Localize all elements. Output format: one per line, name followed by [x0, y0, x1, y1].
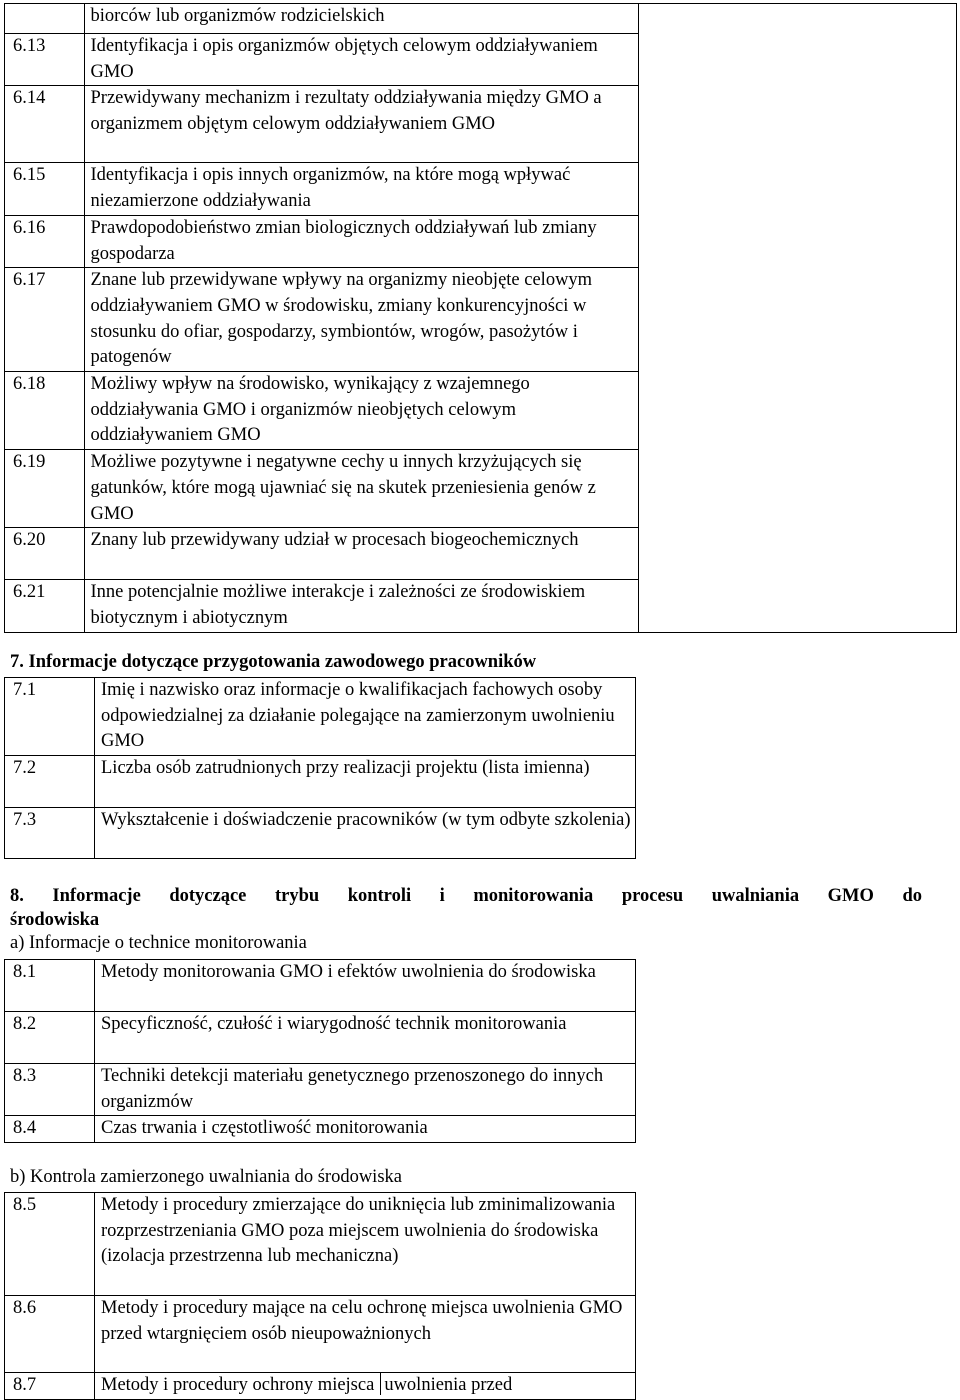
table-row [5, 1193, 636, 1296]
row-number: 8.1 [5, 960, 95, 1012]
row-number: 8.7 [5, 1373, 95, 1400]
section-8-heading-line2: środowiska [10, 910, 100, 930]
row-text: Prawdopodobieństwo zmian biologicznych oddziaływań lub zmiany gospodarza [84, 215, 638, 267]
section-8-heading-line1: 8. Informacje dotyczące trybu kontroli i monitorowania procesu uwalniania GMO do [10, 886, 922, 906]
row-number: 7.1 [5, 678, 95, 756]
row-number: 6.14 [5, 86, 85, 163]
table-row [5, 1296, 636, 1373]
row-number: 8.5 [5, 1193, 95, 1296]
row-number: 7.2 [5, 756, 95, 808]
section-8-heading [10, 884, 922, 932]
table-row [5, 1012, 636, 1064]
row-text: Techniki detekcji materiału genetycznego przenoszonego do innych organizmów [95, 1064, 636, 1116]
table-row [5, 960, 636, 1012]
row-text-part-b: uwolnienia przed [384, 1375, 513, 1395]
subsection-b-title: b) Kontrola zamierzonego uwalniania do środowiska [10, 1167, 402, 1187]
row-number: 6.15 [5, 163, 85, 215]
row-text: Znane lub przewidywane wpływy na organizmy nieobjęte celowym oddziaływaniem GMO w środowisku, zmiany konkurencyjności w stosunku do ofiar, gospodarzy, symbiontów, wrogów, pasożytów i patogenów [84, 268, 638, 372]
row-text: Przewidywany mechanizm i rezultaty oddziaływania między GMO a organizmem objętym celowym oddziaływaniem GMO [84, 86, 638, 163]
cell-divider [380, 1373, 381, 1395]
row-text: Metody i procedury mające na celu ochronę miejsca uwolnienia GMO przed wtargnięciem osób nieupoważnionych [95, 1296, 636, 1373]
row-text: Imię i nazwisko oraz informacje o kwalifikacjach fachowych osoby odpowiedzialnej za działanie polegające na zamierzonym uwolnieniu GMO [95, 678, 636, 756]
table-row [5, 678, 636, 756]
row-number: 6.17 [5, 268, 85, 372]
table-row [5, 808, 636, 859]
row-text: Metody monitorowania GMO i efektów uwolnienia do środowiska [95, 960, 636, 1012]
row-number: 6.19 [5, 450, 85, 528]
row-text: Znany lub przewidywany udział w procesach biogeochemicznych [84, 528, 638, 580]
section-7-heading: 7. Informacje dotyczące przygotowania zawodowego pracowników [10, 652, 537, 672]
section-8b-table [4, 1192, 636, 1400]
table-row [5, 756, 636, 808]
subsection-a-title: a) Informacje o technice monitorowania [10, 933, 307, 953]
row-number: 8.3 [5, 1064, 95, 1116]
table-row [5, 4, 957, 34]
row-number: 6.20 [5, 528, 85, 580]
row-number [5, 4, 85, 34]
row-text: Możliwe pozytywne i negatywne cechy u innych krzyżujących się gatunków, które mogą ujawniać się na skutek przeniesienia genów z GMO [84, 450, 638, 528]
row-number: 7.3 [5, 808, 95, 859]
row-number: 6.13 [5, 34, 85, 86]
row-text-part-a: Metody i procedury ochrony miejsca [101, 1375, 375, 1395]
section-6-table [4, 3, 957, 633]
row-text: Czas trwania i częstotliwość monitorowania [95, 1116, 636, 1143]
row-text: Możliwy wpływ na środowisko, wynikający z wzajemnego oddziaływania GMO i organizmów nieobjętych celowym oddziaływaniem GMO [84, 372, 638, 450]
row-number: 8.6 [5, 1296, 95, 1373]
answer-cell[interactable] [638, 4, 956, 633]
section-8a-table [4, 959, 636, 1143]
row-text: Inne potencjalnie możliwe interakcje i zależności ze środowiskiem biotycznym i abiotycznym [84, 580, 638, 632]
table-row [5, 1373, 636, 1400]
row-text: Identyfikacja i opis innych organizmów, na które mogą wpływać niezamierzone oddziaływania [84, 163, 638, 215]
row-number: 6.18 [5, 372, 85, 450]
row-text: Specyficzność, czułość i wiarygodność technik monitorowania [95, 1012, 636, 1064]
row-text: Liczba osób zatrudnionych przy realizacji projektu (lista imienna) [95, 756, 636, 808]
row-text-split [95, 1373, 636, 1400]
table-row [5, 1064, 636, 1116]
row-text: Metody i procedury zmierzające do uniknięcia lub zminimalizowania rozprzestrzeniania GMO poza miejscem uwolnienia do środowiska (izolacja przestrzenna lub mechaniczna) [95, 1193, 636, 1296]
row-number: 8.4 [5, 1116, 95, 1143]
section-7-table [4, 677, 636, 859]
row-number: 6.21 [5, 580, 85, 632]
row-number: 6.16 [5, 215, 85, 267]
row-text: biorców lub organizmów rodzicielskich [84, 4, 638, 34]
table-row [5, 1116, 636, 1143]
row-text: Wykształcenie i doświadczenie pracowników (w tym odbyte szkolenia) [95, 808, 636, 859]
row-text: Identyfikacja i opis organizmów objętych celowym oddziaływaniem GMO [84, 34, 638, 86]
row-number: 8.2 [5, 1012, 95, 1064]
